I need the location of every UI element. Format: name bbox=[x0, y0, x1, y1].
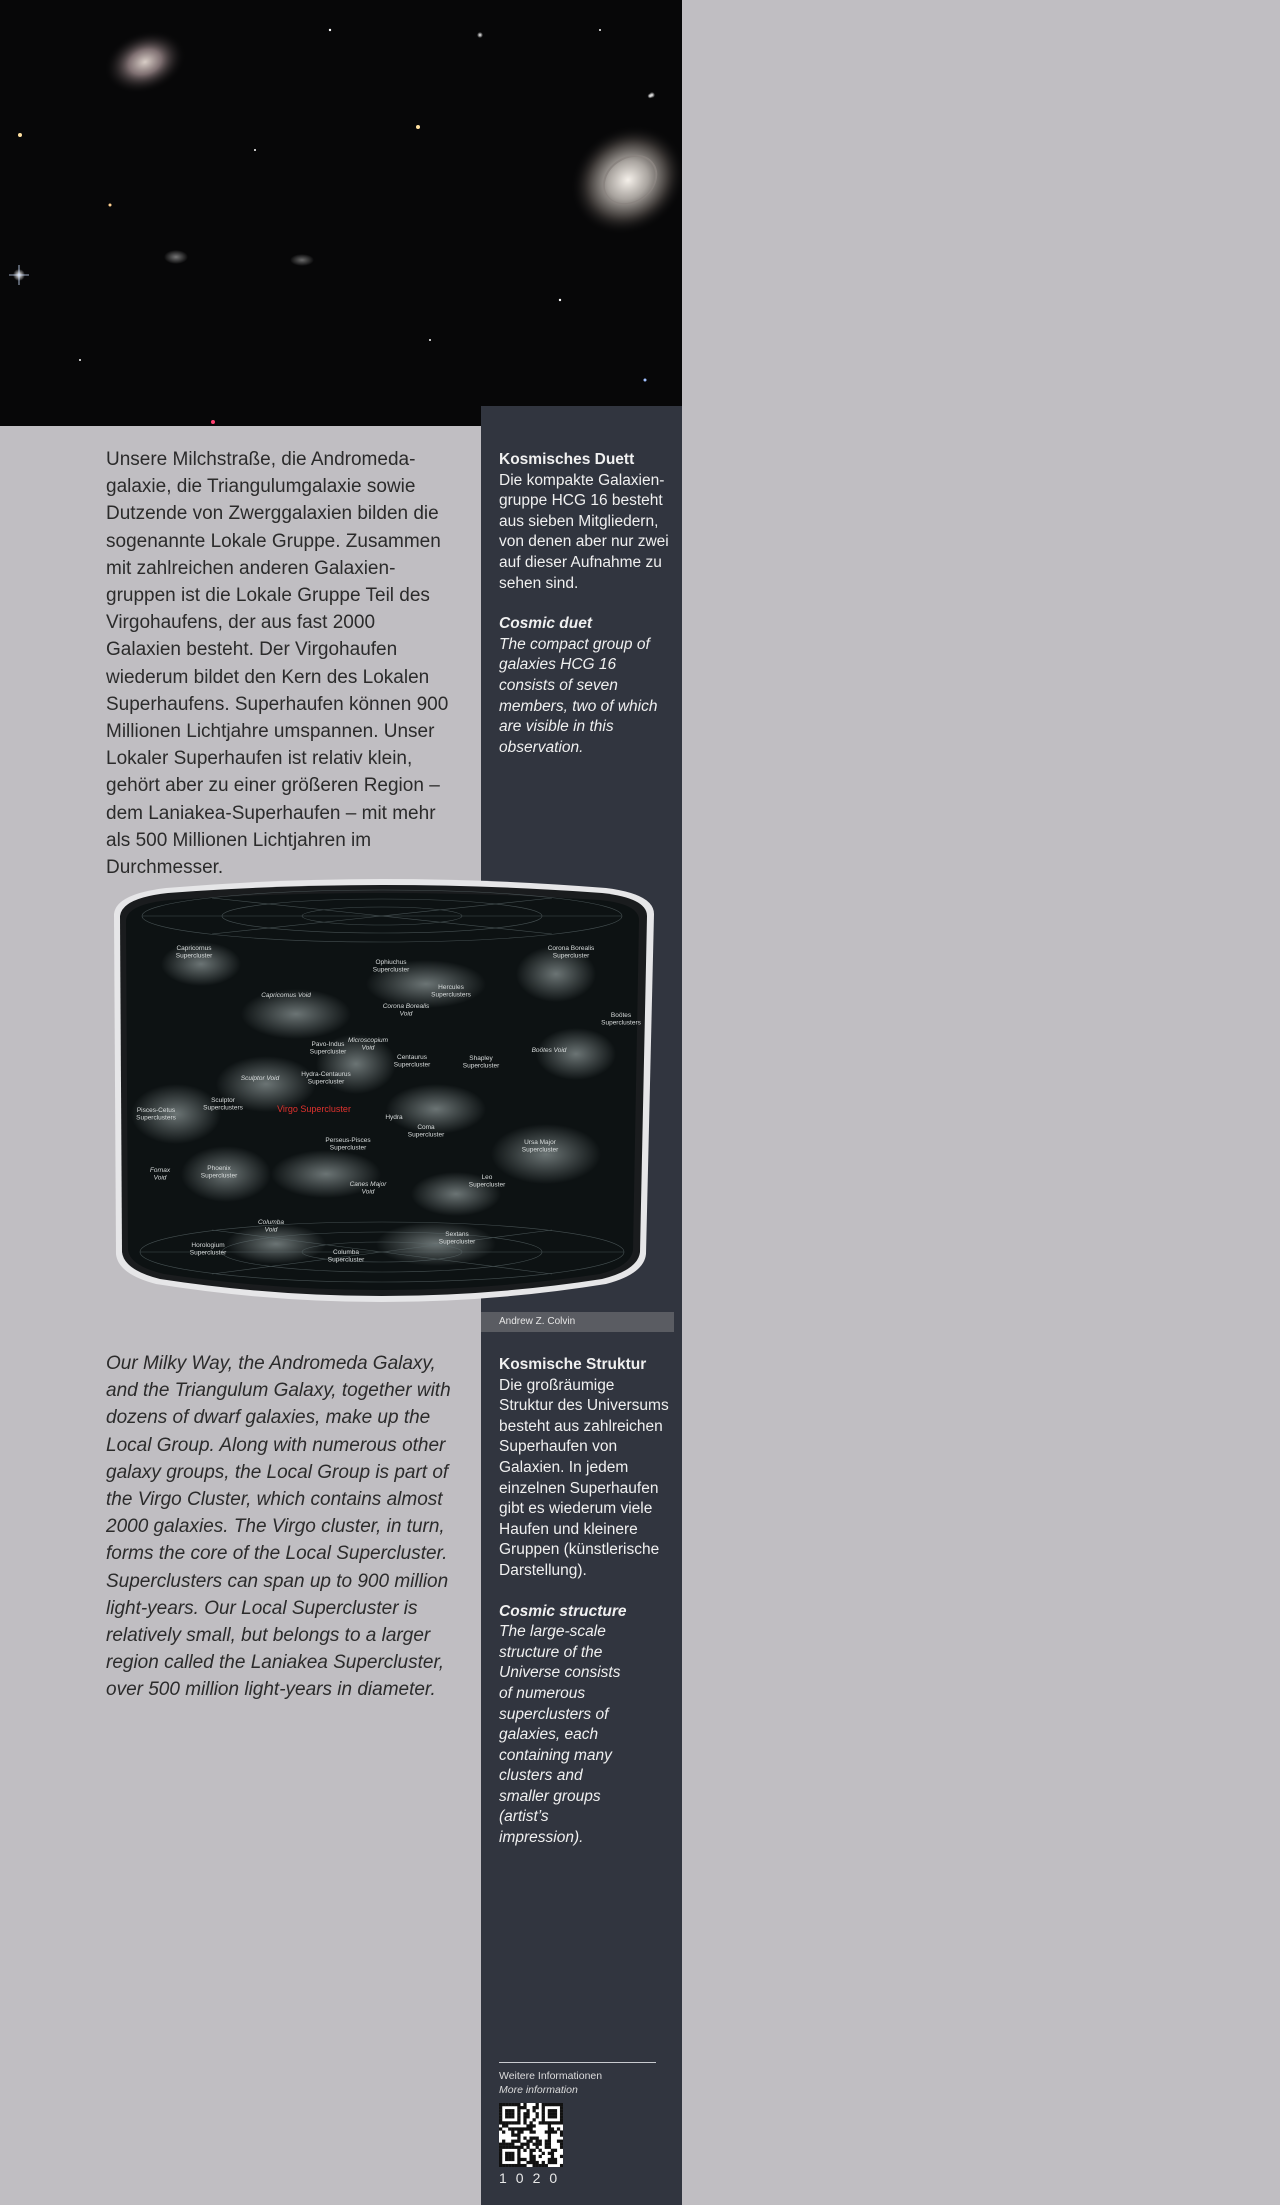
diagram-label: Leo Supercluster bbox=[468, 1174, 506, 1189]
diagram-label: Virgo Supercluster bbox=[277, 1104, 351, 1114]
diagram-label: Ursa Major Supercluster bbox=[521, 1139, 559, 1154]
diagram-label: Boötes Superclusters bbox=[601, 1012, 641, 1027]
exhibit-code: 1020 bbox=[499, 2170, 567, 2186]
intro-text-en: Our Milky Way, the Andromeda Galaxy, and the Triangulum Galaxy, together with dozens of dwarf galaxies, make up the Local Group. Along with numerous other galaxy groups, the Local Group is part of the Virgo Cluster, which contains almost 2000 galaxies. The Virgo cluster, in turn, forms the core of the Local Supercluster. Superclusters can span up to 900 million light-years. Our Local Supercluster is relatively small, but belongs to a larger region called the Laniakea Supercluster, over 500 million light-years in diameter. bbox=[106, 1353, 451, 1701]
diagram-label: Boötes Void bbox=[531, 1047, 567, 1054]
diagram-label: Coma Supercluster bbox=[407, 1124, 445, 1139]
diagram-label: Shapley Supercluster bbox=[462, 1055, 500, 1070]
diagram-label: Columba Supercluster bbox=[327, 1249, 365, 1264]
more-info-label-en: More information bbox=[499, 2084, 578, 2096]
diagram-label: Hydra-Centaurus Supercluster bbox=[301, 1071, 351, 1086]
diagram-label: Horologium Supercluster bbox=[189, 1242, 227, 1257]
diagram-label: Fornax Void bbox=[149, 1167, 171, 1182]
caption-cosmic-structure bbox=[499, 1355, 669, 1849]
diagram-label: Columba Void bbox=[257, 1219, 285, 1234]
caption-text-de: Die kompakte Galaxiengruppe HCG 16 besteht aus sieben Mitgliedern, von denen aber nur zwei auf dieser Aufnahme zu sehen sind. bbox=[499, 471, 669, 592]
intro-text-de: Unsere Milchstraße, die Andromedagalaxie, die Triangulumgalaxie sowie Dutzende von Zwerggalaxien bilden die sogenannte Lokale Gruppe. Zusammen mit zahlreichen anderen Galaxiengruppen ist die Lokale Gruppe Teil des Virgohaufens, der aus fast 2000 Galaxien besteht. Der Virgohaufen wiederum bildet den Kern des Lokalen Superhaufens. Superhaufen können 900 Millionen Lichtjahre umspannen. Unser Lokaler Superhaufen ist relativ klein, gehört aber zu einer größeren Region – dem Laniakea-Superhaufen – mit mehr als 500 Millionen Lichtjahren im Durchmesser. bbox=[106, 449, 449, 879]
diagram-label: Hercules Superclusters bbox=[431, 984, 471, 999]
caption-text-en: The large-scale structure of the Universe consists of numerous superclusters of galaxies, each containing many clusters and smaller groups (artist’s impression). bbox=[499, 1623, 621, 1847]
caption-title-en: Cosmic duet bbox=[499, 615, 593, 633]
caption-title-en: Cosmic structure bbox=[499, 1602, 627, 1620]
diagram-label: Corona Borealis Supercluster bbox=[547, 945, 595, 960]
supercluster-diagram bbox=[106, 874, 658, 1320]
diagram-credit: Andrew Z. Colvin bbox=[481, 1312, 674, 1332]
caption-text-de: Die großräumige Struktur des Universums besteht aus zahlreichen Superhaufen von Galaxien. In jedem einzelnen Superhaufen gibt es wiederum viele Haufen und kleinere Gruppen (künstlerische Darstellung). bbox=[499, 1376, 669, 1579]
diagram-label: Corona Borealis Void bbox=[382, 1003, 430, 1018]
diagram-label: Hydra bbox=[385, 1114, 403, 1121]
diagram-label: Sextans Supercluster bbox=[438, 1231, 476, 1246]
diagram-label: Centaurus Supercluster bbox=[393, 1054, 431, 1069]
diagram-label: Microscopium Void bbox=[347, 1037, 389, 1052]
caption-title-de: Kosmische Struktur bbox=[499, 1356, 647, 1373]
diagram-label: Capricornus Supercluster bbox=[175, 945, 213, 960]
diagram-label: Pisces-Cetus Superclusters bbox=[136, 1107, 176, 1122]
caption-text-en: The compact group of galaxies HCG 16 consists of seven members, two of which are visible in this observation. bbox=[499, 635, 658, 756]
diagram-label: Sculptor Superclusters bbox=[203, 1097, 243, 1112]
diagram-label: Ophiuchus Supercluster bbox=[372, 959, 410, 974]
footer-divider bbox=[499, 2062, 656, 2063]
diagram-label: Phoenix Supercluster bbox=[200, 1165, 238, 1180]
diagram-label: Canes Major Void bbox=[349, 1181, 387, 1196]
caption-title-de: Kosmisches Duett bbox=[499, 451, 635, 468]
diagram-label: Sculptor Void bbox=[240, 1075, 280, 1082]
qr-code[interactable] bbox=[499, 2103, 563, 2167]
more-info-label-de: Weitere Informationen bbox=[499, 2070, 603, 2082]
diagram-label: Capricornus Void bbox=[261, 992, 311, 999]
caption-cosmic-duet bbox=[499, 450, 669, 758]
galaxy-photo bbox=[0, 0, 682, 426]
diagram-label: Perseus-Pisces Supercluster bbox=[325, 1137, 371, 1152]
diagram-label: Pavo-Indus Supercluster bbox=[309, 1041, 347, 1056]
